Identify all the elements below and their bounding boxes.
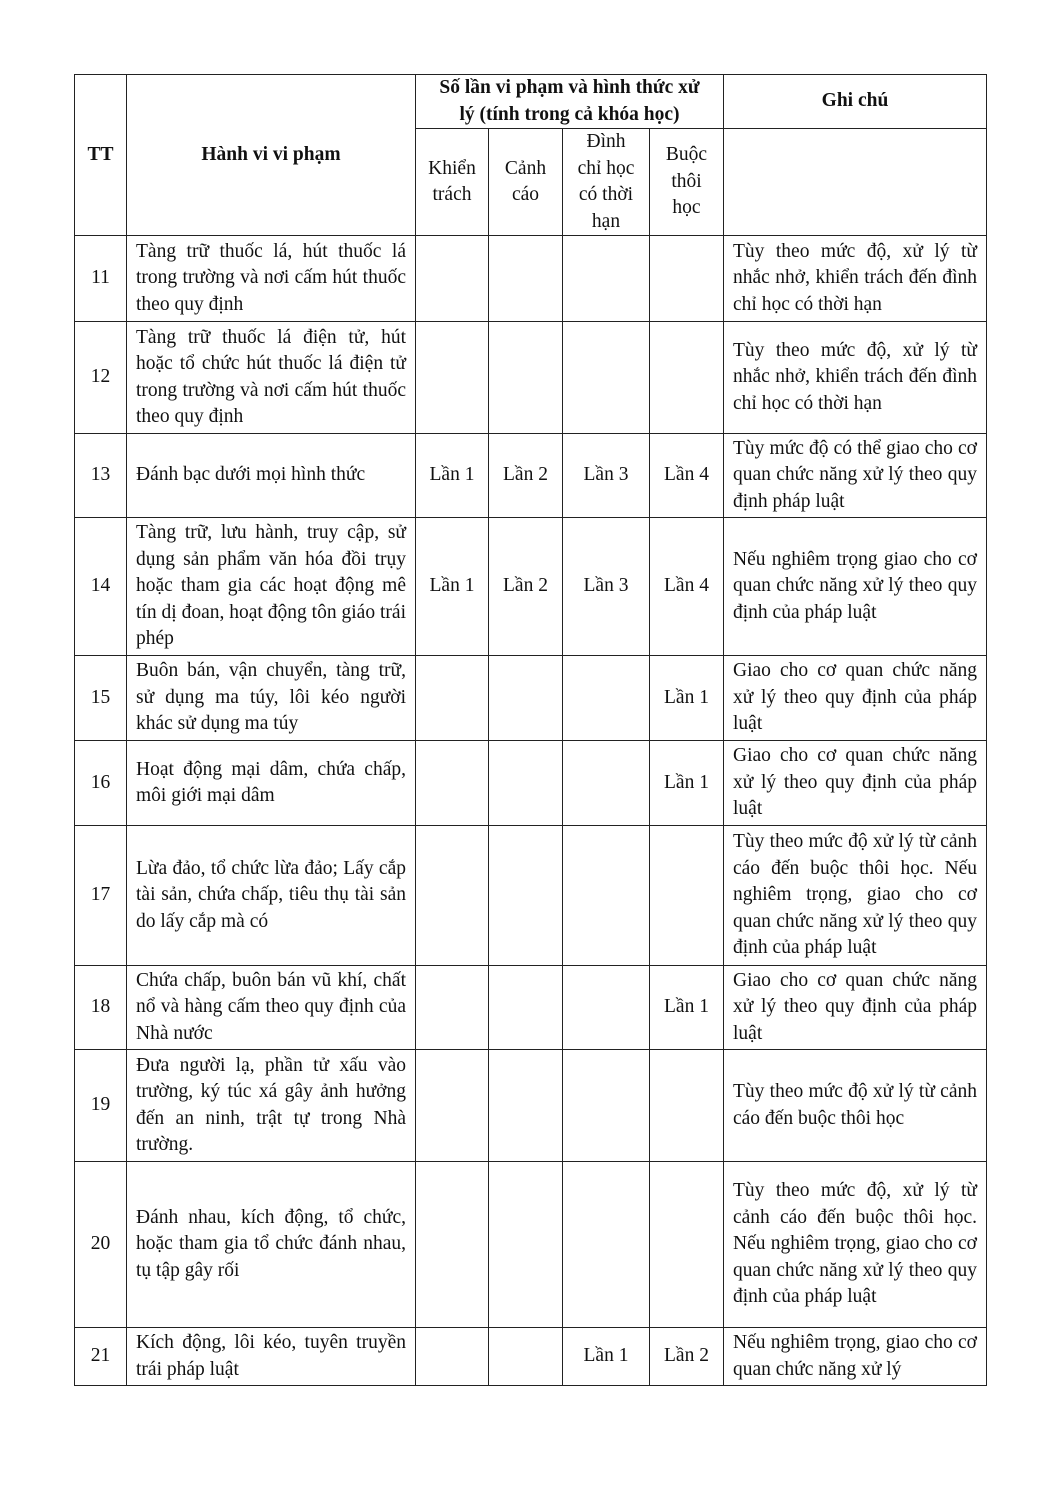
cell-suspension: Lần 1 bbox=[563, 1328, 650, 1386]
note-text: Nếu nghiêm trọng giao cho cơ quan chức năng xử lý theo quy định của pháp luật bbox=[724, 518, 987, 656]
header-level-warning: Cảnh cáo bbox=[489, 129, 563, 236]
cell-expulsion bbox=[650, 1050, 724, 1162]
header-penalty-group: Số lần vi phạm và hình thức xử lý (tính trong cả khóa học) bbox=[416, 75, 724, 129]
table-row bbox=[75, 434, 987, 518]
note-text: Tùy theo mức độ, xử lý từ nhắc nhở, khiển trách đến đình chỉ học có thời hạn bbox=[724, 236, 987, 322]
violation-text: Chứa chấp, buôn bán vũ khí, chất nổ và hàng cấm theo quy định của Nhà nước bbox=[127, 966, 416, 1050]
cell-suspension: Lần 3 bbox=[563, 434, 650, 518]
violation-text: Đưa người lạ, phần tử xấu vào trường, ký túc xá gây ảnh hưởng đến an ninh, trật tự trong Nhà trường. bbox=[127, 1050, 416, 1162]
cell-expulsion bbox=[650, 826, 724, 966]
violation-text: Tàng trữ thuốc lá điện tử, hút hoặc tổ chức hút thuốc lá điện tử trong trường và nơi cấm hút thuốc theo quy định bbox=[127, 322, 416, 434]
cell-reprimand bbox=[416, 1050, 489, 1162]
table-row bbox=[75, 1162, 987, 1328]
violation-text: Buôn bán, vận chuyển, tàng trữ, sử dụng ma túy, lôi kéo người khác sử dụng ma túy bbox=[127, 656, 416, 741]
table-row bbox=[75, 236, 987, 322]
cell-reprimand: Lần 1 bbox=[416, 518, 489, 656]
cell-reprimand bbox=[416, 741, 489, 826]
row-number: 14 bbox=[75, 518, 127, 656]
cell-warning bbox=[489, 826, 563, 966]
cell-suspension bbox=[563, 966, 650, 1050]
violation-text: Tàng trữ thuốc lá, hút thuốc lá trong trường và nơi cấm hút thuốc theo quy định bbox=[127, 236, 416, 322]
row-number: 19 bbox=[75, 1050, 127, 1162]
note-text: Tùy theo mức độ, xử lý từ cảnh cáo đến buộc thôi học. Nếu nghiêm trọng, giao cho cơ quan chức năng xử lý theo quy định của pháp luật bbox=[724, 1162, 987, 1328]
cell-warning bbox=[489, 1328, 563, 1386]
cell-reprimand bbox=[416, 1162, 489, 1328]
note-text: Tùy theo mức độ, xử lý từ nhắc nhở, khiển trách đến đình chỉ học có thời hạn bbox=[724, 322, 987, 434]
cell-warning bbox=[489, 741, 563, 826]
cell-expulsion: Lần 1 bbox=[650, 741, 724, 826]
table-row bbox=[75, 1328, 987, 1386]
cell-warning bbox=[489, 656, 563, 741]
cell-reprimand bbox=[416, 236, 489, 322]
table-row bbox=[75, 826, 987, 966]
note-text: Tùy mức độ có thể giao cho cơ quan chức năng xử lý theo quy định pháp luật bbox=[724, 434, 987, 518]
note-text: Giao cho cơ quan chức năng xử lý theo quy định của pháp luật bbox=[724, 966, 987, 1050]
header-level-suspension: Đình chỉ học có thời hạn bbox=[563, 129, 650, 236]
cell-reprimand bbox=[416, 656, 489, 741]
note-text: Giao cho cơ quan chức năng xử lý theo quy định của pháp luật bbox=[724, 656, 987, 741]
cell-expulsion bbox=[650, 1162, 724, 1328]
header-violation: Hành vi vi phạm bbox=[127, 75, 416, 236]
row-number: 16 bbox=[75, 741, 127, 826]
table-header bbox=[75, 75, 987, 236]
violation-text: Đánh nhau, kích động, tổ chức, hoặc tham gia tổ chức đánh nhau, tụ tập gây rối bbox=[127, 1162, 416, 1328]
cell-expulsion: Lần 2 bbox=[650, 1328, 724, 1386]
header-note: Ghi chú bbox=[724, 75, 987, 129]
cell-expulsion bbox=[650, 236, 724, 322]
row-number: 18 bbox=[75, 966, 127, 1050]
cell-warning bbox=[489, 322, 563, 434]
row-number: 11 bbox=[75, 236, 127, 322]
violation-text: Lừa đảo, tổ chức lừa đảo; Lấy cắp tài sản, chứa chấp, tiêu thụ tài sản do lấy cắp mà có bbox=[127, 826, 416, 966]
note-text: Tùy theo mức độ xử lý từ cảnh cáo đến buộc thôi học. Nếu nghiêm trọng, giao cho cơ quan chức năng xử lý theo quy định của pháp luật bbox=[724, 826, 987, 966]
table-row bbox=[75, 656, 987, 741]
cell-warning: Lần 2 bbox=[489, 434, 563, 518]
cell-suspension bbox=[563, 322, 650, 434]
cell-expulsion: Lần 1 bbox=[650, 656, 724, 741]
table-row bbox=[75, 1050, 987, 1162]
row-number: 13 bbox=[75, 434, 127, 518]
cell-warning bbox=[489, 1162, 563, 1328]
row-number: 21 bbox=[75, 1328, 127, 1386]
cell-warning: Lần 2 bbox=[489, 518, 563, 656]
cell-suspension: Lần 3 bbox=[563, 518, 650, 656]
note-text: Tùy theo mức độ xử lý từ cảnh cáo đến buộc thôi học bbox=[724, 1050, 987, 1162]
note-text: Giao cho cơ quan chức năng xử lý theo quy định của pháp luật bbox=[724, 741, 987, 826]
table-row bbox=[75, 741, 987, 826]
header-tt: TT bbox=[75, 75, 127, 236]
cell-expulsion: Lần 4 bbox=[650, 434, 724, 518]
row-number: 17 bbox=[75, 826, 127, 966]
violation-text: Hoạt động mại dâm, chứa chấp, môi giới mại dâm bbox=[127, 741, 416, 826]
cell-suspension bbox=[563, 741, 650, 826]
cell-suspension bbox=[563, 1050, 650, 1162]
table-row bbox=[75, 322, 987, 434]
table-row bbox=[75, 518, 987, 656]
cell-reprimand bbox=[416, 1328, 489, 1386]
violation-text: Kích động, lôi kéo, tuyên truyền trái pháp luật bbox=[127, 1328, 416, 1386]
cell-reprimand: Lần 1 bbox=[416, 434, 489, 518]
cell-expulsion: Lần 4 bbox=[650, 518, 724, 656]
cell-reprimand bbox=[416, 826, 489, 966]
row-number: 12 bbox=[75, 322, 127, 434]
cell-warning bbox=[489, 1050, 563, 1162]
note-text: Nếu nghiêm trọng, giao cho cơ quan chức năng xử lý bbox=[724, 1328, 987, 1386]
row-number: 15 bbox=[75, 656, 127, 741]
cell-suspension bbox=[563, 1162, 650, 1328]
header-level-expulsion: Buộc thôi học bbox=[650, 129, 724, 236]
table-body bbox=[75, 236, 987, 1386]
cell-warning bbox=[489, 236, 563, 322]
cell-suspension bbox=[563, 826, 650, 966]
cell-reprimand bbox=[416, 966, 489, 1050]
table-row bbox=[75, 966, 987, 1050]
cell-expulsion: Lần 1 bbox=[650, 966, 724, 1050]
violation-text: Đánh bạc dưới mọi hình thức bbox=[127, 434, 416, 518]
violations-table bbox=[74, 74, 987, 1386]
cell-warning bbox=[489, 966, 563, 1050]
row-number: 20 bbox=[75, 1162, 127, 1328]
cell-suspension bbox=[563, 236, 650, 322]
violation-text: Tàng trữ, lưu hành, truy cập, sử dụng sản phẩm văn hóa đồi trụy hoặc tham gia các hoạt động mê tín dị đoan, hoạt động tôn giáo trái phép bbox=[127, 518, 416, 656]
cell-reprimand bbox=[416, 322, 489, 434]
cell-suspension bbox=[563, 656, 650, 741]
header-level-reprimand: Khiển trách bbox=[416, 129, 489, 236]
header-note-empty bbox=[724, 129, 987, 236]
cell-expulsion bbox=[650, 322, 724, 434]
